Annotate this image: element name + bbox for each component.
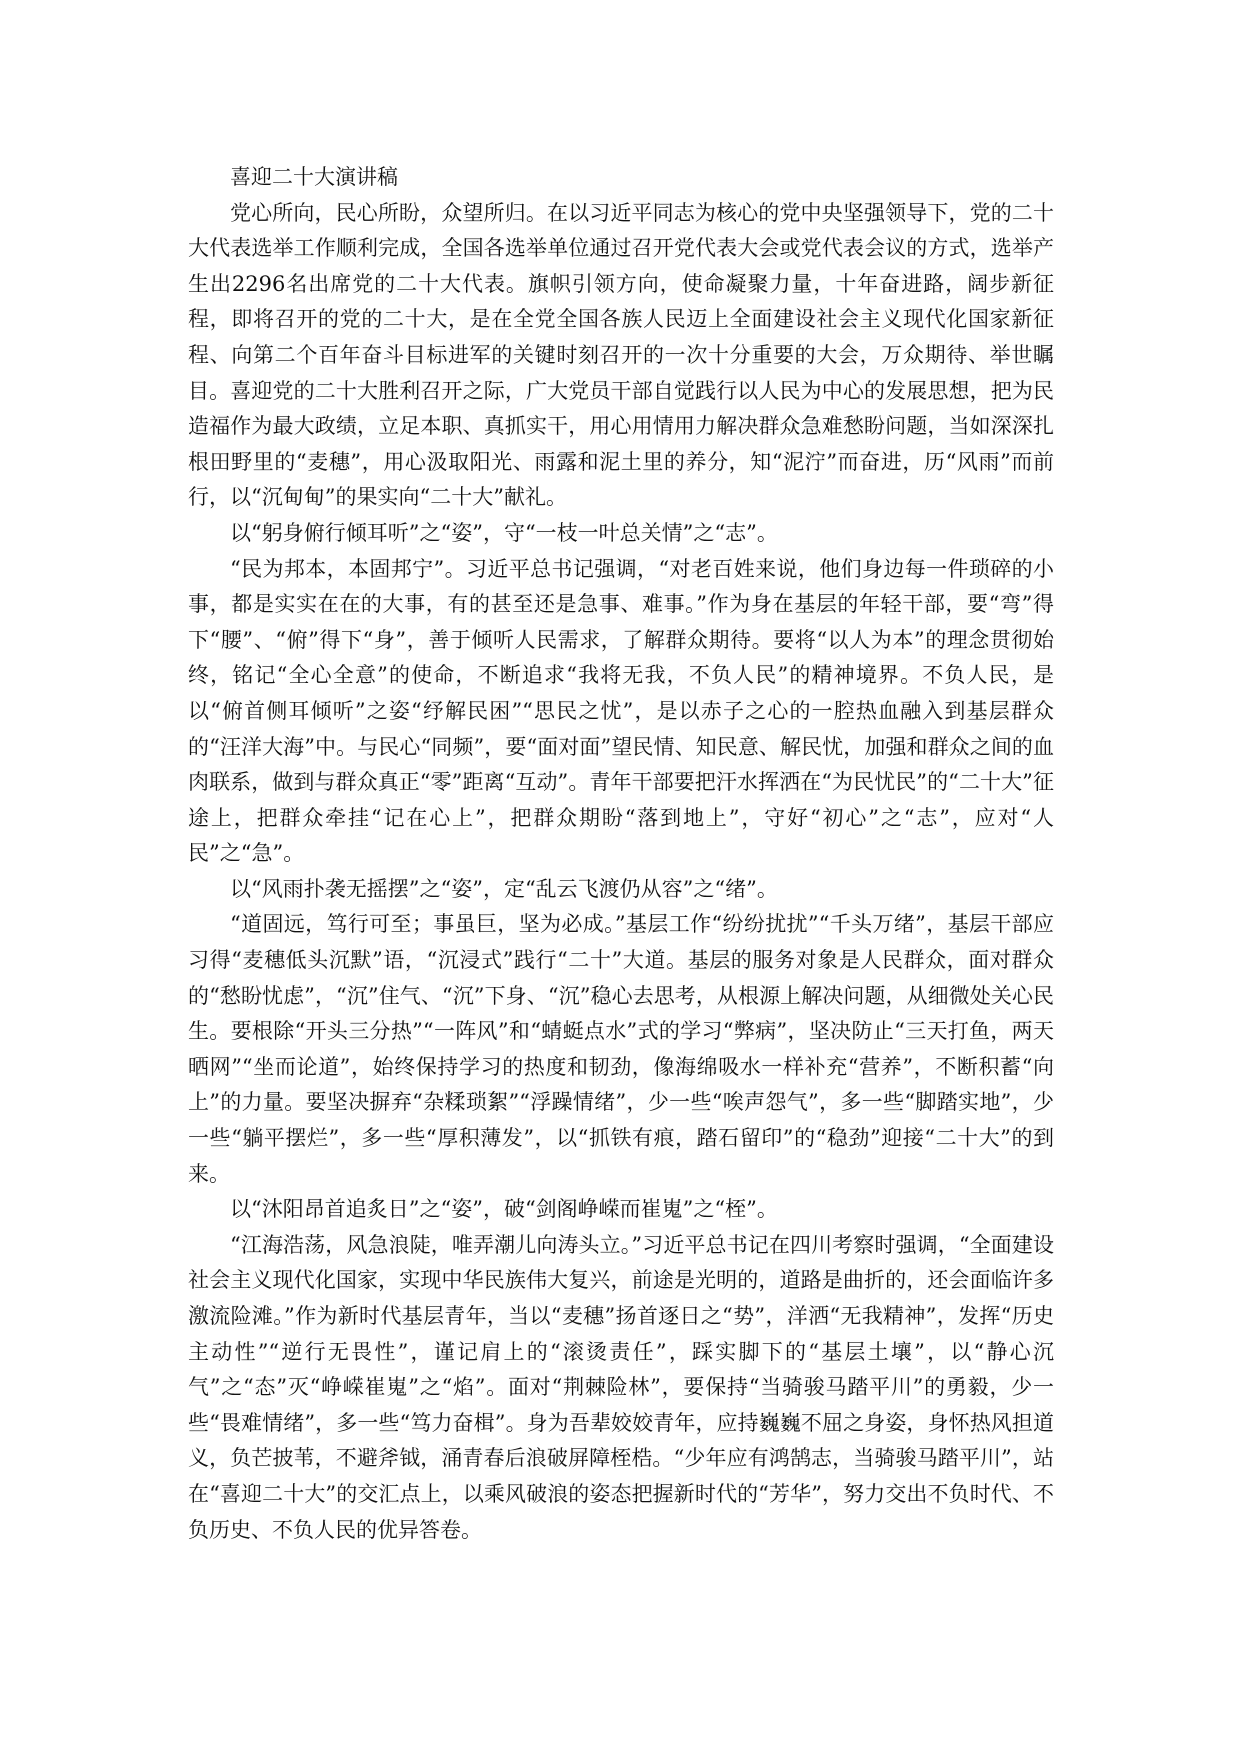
paragraph-section-3: “江海浩荡，风急浪陡，唯弄潮儿向涛头立。”习近平总书记在四川考察时强调，“全面建设社会主义现代化国家，实现中华民族伟大复兴，前途是光明的，道路是曲折的，还会面临许多激流险滩。”作为新时代基层青年，当以“麦穗”扬首逐日之“势”，洋洒“无我精神”，发挥“历史主动性”“逆行无畏性”，谨记肩上的“滚烫责任”，踩实脚下的“基层土壤”，以“静心沉气”之“态”灭“峥嵘崔嵬”之“焰”。面对“荆棘险林”，要保持“当骑骏马踏平川”的勇毅，少一些“畏难情绪”，多一些“笃力奋楫”。身为吾辈姣姣青年，应持巍巍不屈之身姿，身怀热风担道义，负芒披苇，不避斧钺，涌青春后浪破屏障桎梏。“少年应有鸿鹄志，当骑骏马踏平川”，站在“喜迎二十大”的交汇点上，以乘风破浪的姿态把握新时代的“芳华”，努力交出不负时代、不负历史、不负人民的优异答卷。 [188, 1232, 1054, 1542]
document-title: 喜迎二十大演讲稿 [230, 165, 398, 189]
section-heading-2: 以“风雨扑袭无摇摆”之“姿”，定“乱云飞渡仍从容”之“绪”。 [230, 876, 778, 901]
section-heading-3: 以“沐阳昂首追炙日”之“姿”，破“剑阁峥嵘而崔嵬”之“桎”。 [230, 1197, 778, 1222]
section-heading-1: 以“躬身俯行倾耳听”之“姿”，守“一枝一叶总关情”之“志”。 [230, 520, 778, 545]
document-page [188, 160, 1054, 1548]
paragraph-section-1: “民为邦本，本固邦宁”。习近平总书记强调，“对老百姓来说，他们身边每一件琐碎的小事，都是实实在在的大事，有的甚至还是急事、难事。”作为身在基层的年轻干部，要“弯”得下“腰”、“俯”得下“身”，善于倾听人民需求，了解群众期待。要将“以人为本”的理念贯彻始终，铭记“全心全意”的使命，不断追求“我将无我，不负人民”的精神境界。不负人民，是以“俯首侧耳倾听”之姿“纾解民困”“思民之忧”，是以赤子之心的一腔热血融入到基层群众的“汪洋大海”中。与民心“同频”，要“面对面”望民情、知民意、解民忧，加强和群众之间的血肉联系，做到与群众真正“零”距离“互动”。青年干部要把汗水挥洒在“为民忧民”的“二十大”征途上，把群众牵挂“记在心上”，把群众期盼“落到地上”，守好“初心”之“志”，应对“人民”之“急”。 [188, 556, 1054, 866]
paragraph-section-2: “道固远，笃行可至；事虽巨，坚为必成。”基层工作“纷纷扰扰”“千头万绪”，基层干部应习得“麦穗低头沉默”语，“沉浸式”践行“二十”大道。基层的服务对象是人民群众，面对群众的“愁盼忧虑”，“沉”住气、“沉”下身、“沉”稳心去思考，从根源上解决问题，从细微处关心民生。要根除“开头三分热”“一阵风”和“蜻蜓点水”式的学习“弊病”，坚决防止“三天打鱼，两天晒网”“坐而论道”，始终保持学习的热度和韧劲，像海绵吸水一样补充“营养”，不断积蓄“向上”的力量。要坚决摒弃“杂糅琐絮”“浮躁情绪”，少一些“唉声怨气”，多一些“脚踏实地”，少一些“躺平摆烂”，多一些“厚积薄发”，以“抓铁有痕，踏石留印”的“稳劲”迎接“二十大”的到来。 [188, 912, 1054, 1186]
paragraph-intro: 党心所向，民心所盼，众望所归。在以习近平同志为核心的党中央坚强领导下，党的二十大代表选举工作顺利完成，全国各选举单位通过召开党代表大会或党代表会议的方式，选举产生出2296名出席党的二十大代表。旗帜引领方向，使命凝聚力量，十年奋进路，阔步新征程，即将召开的党的二十大，是在全党全国各族人民迈上全面建设社会主义现代化国家新征程、向第二个百年奋斗目标进军的关键时刻召开的一次十分重要的大会，万众期待、举世瞩目。喜迎党的二十大胜利召开之际，广大党员干部自觉践行以人民为中心的发展思想，把为民造福作为最大政绩，立足本职、真抓实干，用心用情用力解决群众急难愁盼问题，当如深深扎根田野里的“麦穗”，用心汲取阳光、雨露和泥土里的养分，知“泥泞”而奋进，历“风雨”而前行，以“沉甸甸”的果实向“二十大”献礼。 [188, 200, 1054, 510]
